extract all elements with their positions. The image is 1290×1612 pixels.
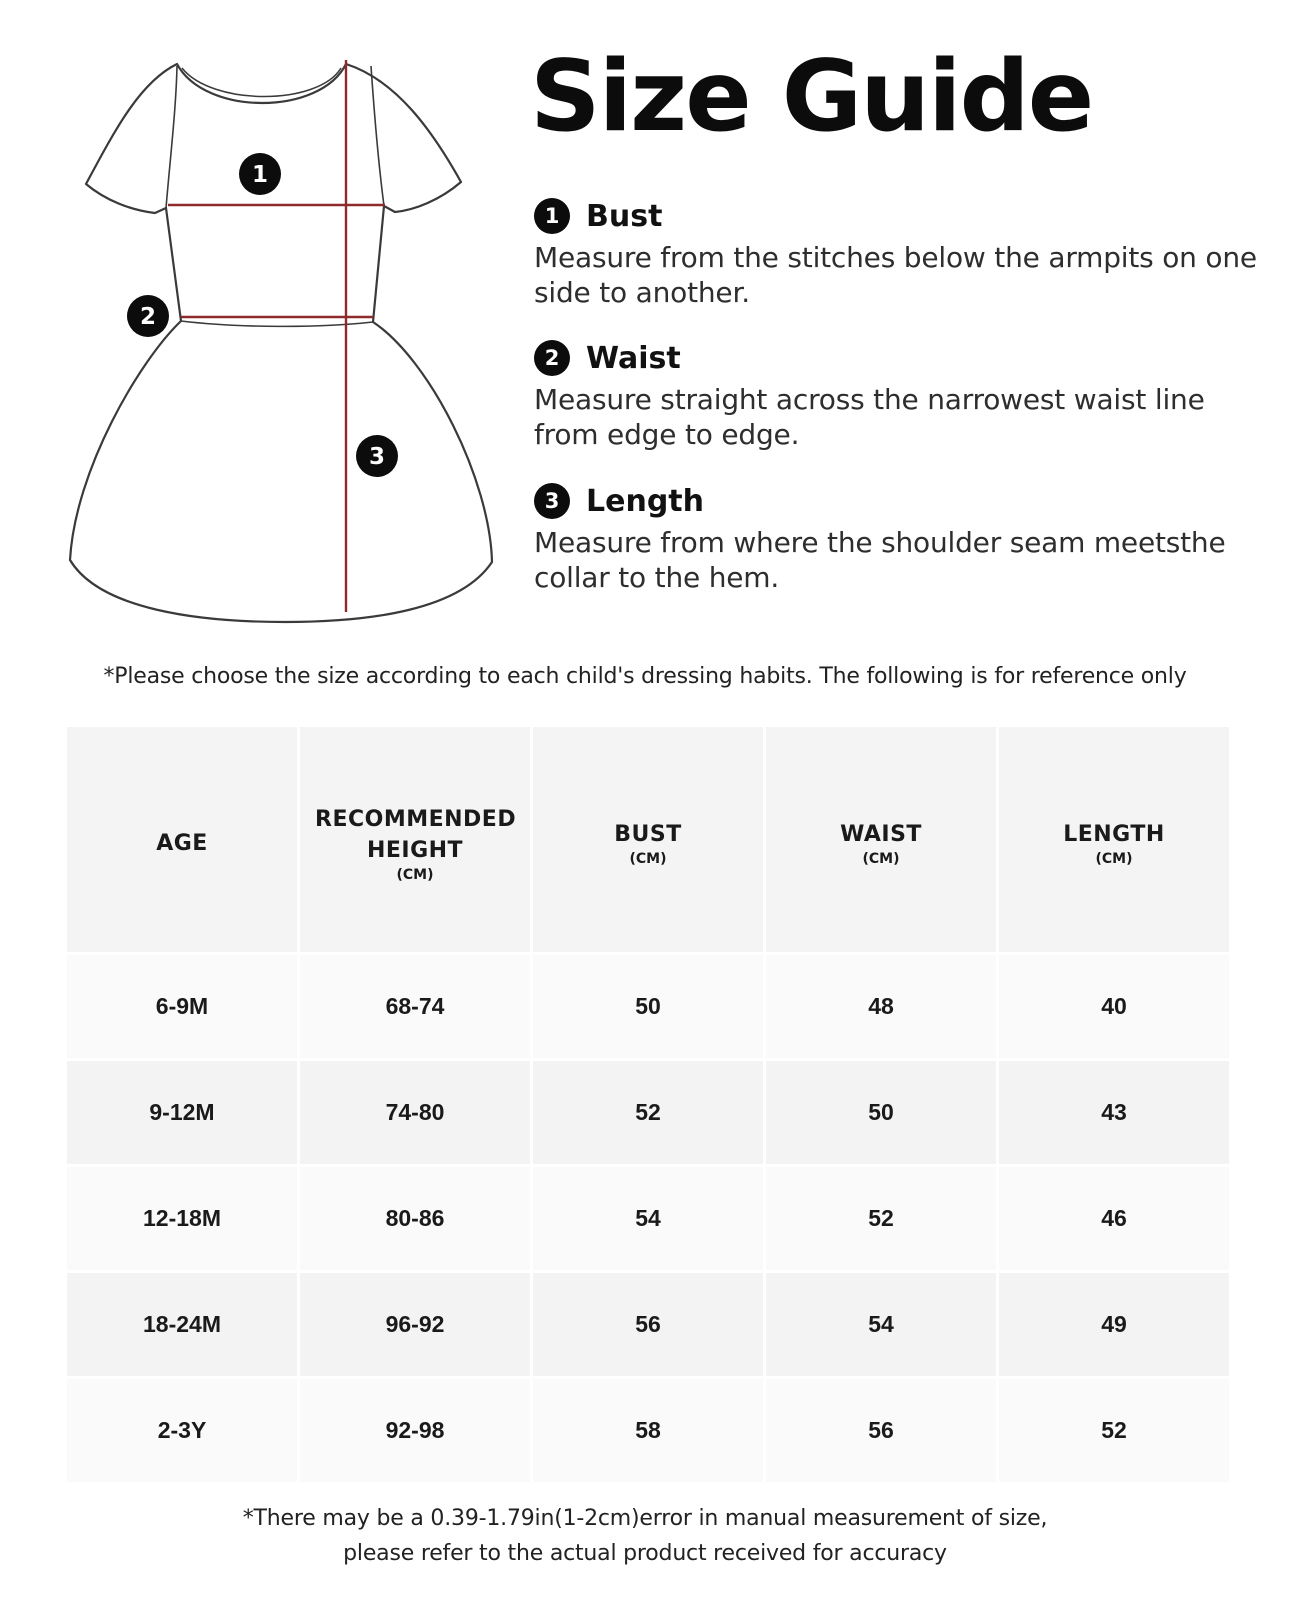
badge-bust-label: 1: [251, 162, 269, 188]
cell-bust: 58: [532, 1378, 765, 1484]
measure-waist: [534, 338, 1264, 452]
cell-length: 40: [998, 954, 1231, 1060]
badge-length-label: 3: [368, 444, 386, 470]
cell-height: 96-92: [299, 1272, 532, 1378]
table-header-row: [66, 726, 1231, 954]
cell-age: 12-18M: [66, 1166, 299, 1272]
cell-waist: 50: [765, 1060, 998, 1166]
reference-note: *Please choose the size according to each child's dressing habits. The following is for reference only: [103, 664, 1187, 689]
cell-length: 49: [998, 1272, 1231, 1378]
cell-age: 2-3Y: [66, 1378, 299, 1484]
measurement-error-note-line-2: please refer to the actual product received for accuracy: [343, 1541, 947, 1566]
header-height-label: RECOMMENDED HEIGHT: [315, 806, 517, 863]
measure-length-description: Measure from where the shoulder seam meetsthe collar to the hem.: [534, 526, 1226, 594]
measurement-error-note: [0, 1501, 1290, 1571]
measure-waist-number: 2: [534, 340, 570, 376]
badge-waist-label: 2: [139, 304, 157, 330]
table-row: [66, 1166, 1231, 1272]
header-height-unit: (CM): [396, 866, 434, 883]
measure-length: [534, 481, 1264, 595]
header-length-label: LENGTH: [1063, 822, 1165, 847]
measure-bust-title: Bust: [586, 198, 663, 234]
measure-waist-heading: [534, 338, 1264, 378]
cell-age: 18-24M: [66, 1272, 299, 1378]
measure-length-number: 3: [534, 483, 570, 519]
measure-length-heading: [534, 481, 1264, 521]
table-row: [66, 1272, 1231, 1378]
cell-waist: 48: [765, 954, 998, 1060]
cell-length: 46: [998, 1166, 1231, 1272]
header-height: [299, 726, 532, 954]
measure-waist-description: Measure straight across the narrowest waist line from edge to edge.: [534, 383, 1205, 451]
header-waist-label: WAIST: [840, 822, 922, 847]
measure-bust-number: 1: [534, 198, 570, 234]
cell-length: 43: [998, 1060, 1231, 1166]
cell-height: 68-74: [299, 954, 532, 1060]
header-bust-unit: (CM): [629, 851, 667, 867]
header-bust-label: BUST: [614, 822, 682, 847]
cell-bust: 56: [532, 1272, 765, 1378]
header-waist: [765, 726, 998, 954]
cell-bust: 50: [532, 954, 765, 1060]
measurement-error-note-line-1: *There may be a 0.39-1.79in(1-2cm)error in manual measurement of size,: [242, 1506, 1048, 1531]
page-title: Size Guide: [530, 40, 1093, 154]
dress-diagram: [55, 40, 505, 630]
measure-bust: [534, 196, 1264, 310]
cell-bust: 52: [532, 1060, 765, 1166]
cell-age: 9-12M: [66, 1060, 299, 1166]
measure-length-title: Length: [586, 483, 704, 519]
header-bust: [532, 726, 765, 954]
cell-waist: 56: [765, 1378, 998, 1484]
cell-height: 80-86: [299, 1166, 532, 1272]
cell-age: 6-9M: [66, 954, 299, 1060]
header-waist-unit: (CM): [862, 851, 900, 867]
header-age: [66, 726, 299, 954]
cell-waist: 54: [765, 1272, 998, 1378]
badge-length: [356, 435, 398, 477]
measure-bust-description: Measure from the stitches below the armpits on one side to another.: [534, 241, 1257, 309]
cell-bust: 54: [532, 1166, 765, 1272]
size-table: [64, 724, 1232, 1485]
cell-length: 52: [998, 1378, 1231, 1484]
header-age-label: AGE: [156, 831, 208, 856]
cell-waist: 52: [765, 1166, 998, 1272]
table-row: [66, 1378, 1231, 1484]
table-row: [66, 954, 1231, 1060]
dress-outline: [70, 64, 492, 622]
cell-height: 74-80: [299, 1060, 532, 1166]
badge-waist: [127, 295, 169, 337]
header-length-unit: (CM): [1095, 851, 1133, 867]
cell-height: 92-98: [299, 1378, 532, 1484]
measure-waist-title: Waist: [586, 340, 681, 376]
header-length: [998, 726, 1231, 954]
table-row: [66, 1060, 1231, 1166]
measure-bust-heading: [534, 196, 1264, 236]
badge-bust: [239, 153, 281, 195]
